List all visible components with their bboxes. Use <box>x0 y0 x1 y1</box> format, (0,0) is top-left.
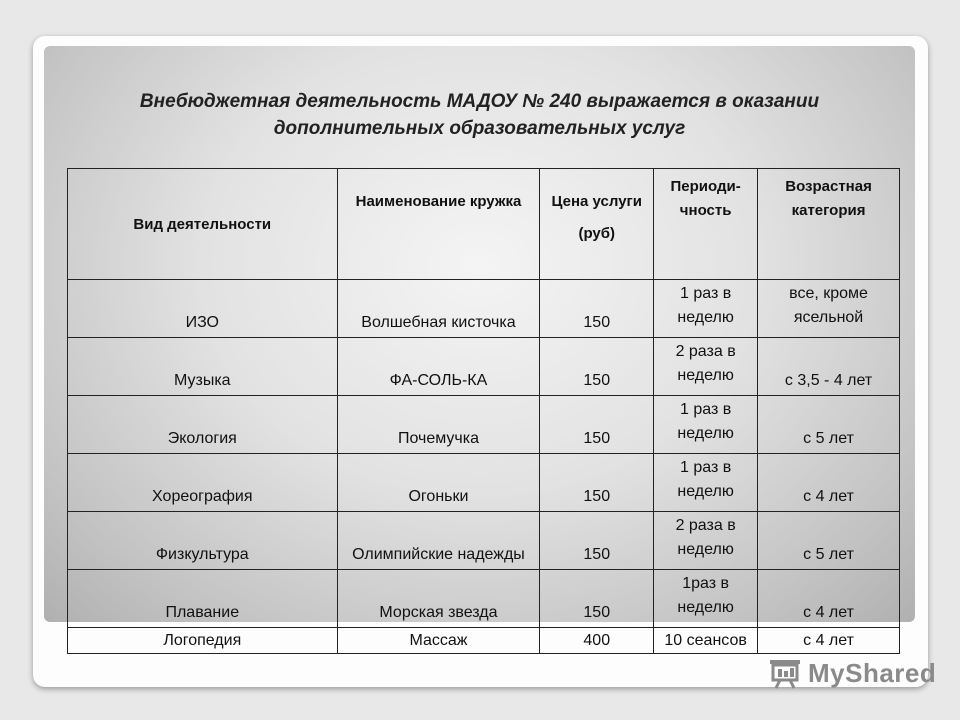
cell-price: 150 <box>540 570 654 628</box>
header-age: Возрастная категория <box>758 169 900 280</box>
header-period: Периоди-чность <box>654 169 758 280</box>
table-row <box>68 512 900 570</box>
cell-activity: Хореография <box>68 454 338 512</box>
cell-age: с 5 лет <box>758 396 900 454</box>
cell-activity: Экология <box>68 396 338 454</box>
cell-price: 150 <box>540 396 654 454</box>
header-price <box>540 169 654 280</box>
cell-period: 1 раз в неделю <box>654 454 758 512</box>
table-row <box>68 280 900 338</box>
table-row <box>68 396 900 454</box>
cell-period: 10 сеансов <box>654 628 758 654</box>
table-header-row <box>68 169 900 280</box>
cell-price: 150 <box>540 512 654 570</box>
cell-period: 1 раз в неделю <box>654 280 758 338</box>
watermark-logo <box>768 656 936 690</box>
cell-age: с 4 лет <box>758 454 900 512</box>
cell-period: 1 раз в неделю <box>654 396 758 454</box>
cell-name: Олимпийские надежды <box>337 512 540 570</box>
presentation-board-icon <box>768 657 802 689</box>
cell-price: 400 <box>540 628 654 654</box>
cell-period: 2 раза в неделю <box>654 338 758 396</box>
cell-age: с 3,5 - 4 лет <box>758 338 900 396</box>
slide-title <box>44 88 915 142</box>
cell-age: с 5 лет <box>758 512 900 570</box>
header-price-line-1: Цена услуги <box>551 193 643 210</box>
cell-name: Волшебная кисточка <box>337 280 540 338</box>
title-line-2: дополнительных образовательных услуг <box>273 118 686 139</box>
title-line-1: Внебюджетная деятельность МАДОУ № 240 выражается в оказании <box>139 91 820 112</box>
cell-price: 150 <box>540 454 654 512</box>
cell-name: Массаж <box>337 628 540 654</box>
header-activity: Вид деятельности <box>68 169 338 280</box>
table-row <box>68 454 900 512</box>
cell-name: Огоньки <box>337 454 540 512</box>
table-row <box>68 570 900 628</box>
header-name: Наименование кружка <box>337 169 540 280</box>
services-table <box>67 168 900 654</box>
cell-age: с 4 лет <box>758 570 900 628</box>
cell-name: Почемучка <box>337 396 540 454</box>
cell-period: 1раз в неделю <box>654 570 758 628</box>
cell-activity: Плавание <box>68 570 338 628</box>
cell-name: Морская звезда <box>337 570 540 628</box>
table-row <box>68 338 900 396</box>
cell-activity: ИЗО <box>68 280 338 338</box>
cell-name: ФА-СОЛЬ-КА <box>337 338 540 396</box>
watermark-text: MyShared <box>808 657 937 688</box>
cell-age: с 4 лет <box>758 628 900 654</box>
cell-activity: Физкультура <box>68 512 338 570</box>
cell-activity: Музыка <box>68 338 338 396</box>
table-row <box>68 628 900 654</box>
cell-price: 150 <box>540 338 654 396</box>
header-price-line-2: (руб) <box>578 225 616 242</box>
cell-activity: Логопедия <box>68 628 338 654</box>
cell-price: 150 <box>540 280 654 338</box>
cell-period: 2 раза в неделю <box>654 512 758 570</box>
cell-age: все, кроме ясельной <box>758 280 900 338</box>
